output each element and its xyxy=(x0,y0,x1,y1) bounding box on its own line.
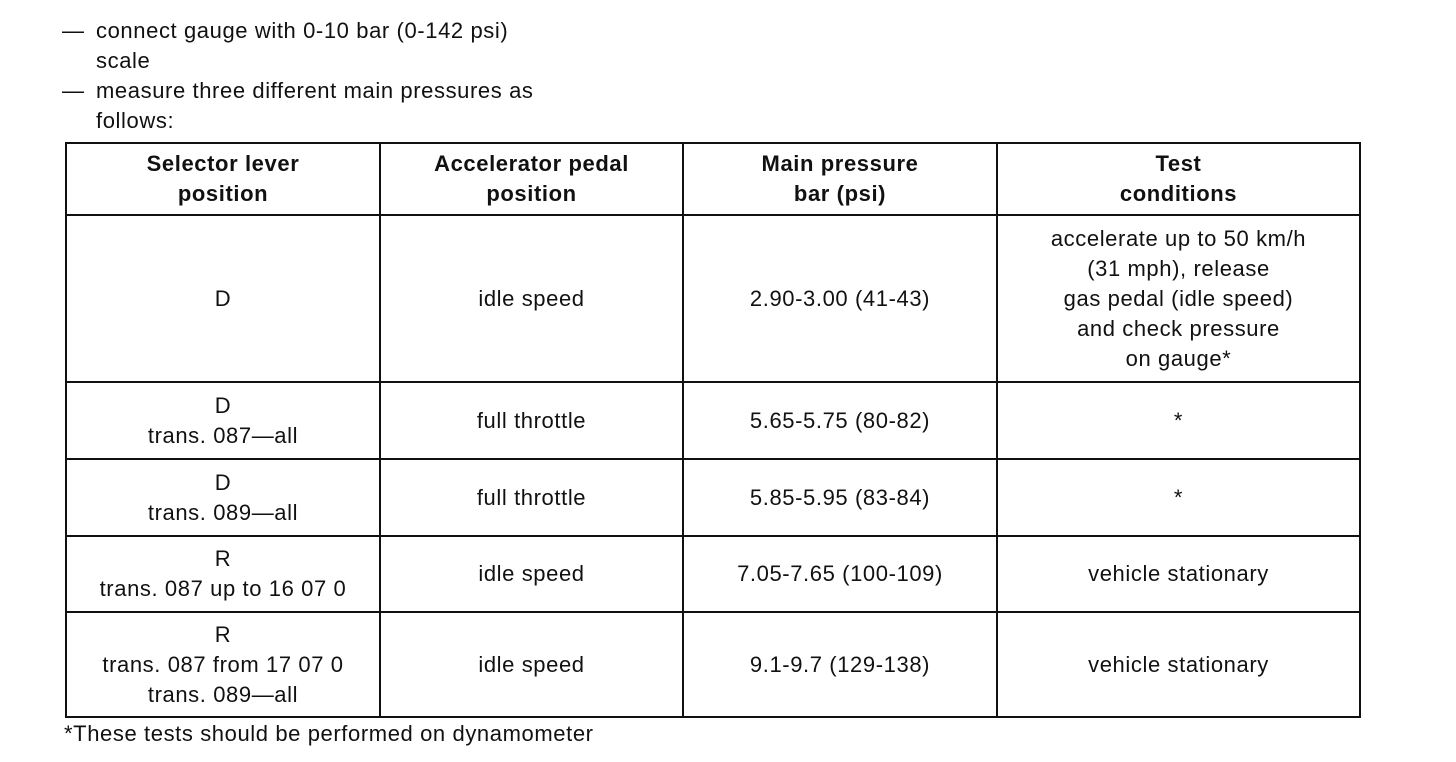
cell-conditions xyxy=(997,459,1360,536)
header-line: bar (psi) xyxy=(793,181,887,206)
cell-line: gas pedal (idle speed) xyxy=(1063,285,1294,311)
instruction-text xyxy=(96,76,682,136)
cell-line: vehicle stationary xyxy=(1088,651,1269,677)
cell-pressure: 9.1-9.7 (129-138) xyxy=(683,612,997,717)
instruction-item xyxy=(62,16,682,76)
cell-selector xyxy=(66,215,380,382)
header-selector-lever xyxy=(66,143,380,215)
instruction-text xyxy=(96,16,682,76)
cell-line: D xyxy=(214,392,232,418)
table-row xyxy=(66,382,1360,459)
cell-line: * xyxy=(1173,484,1184,510)
cell-selector xyxy=(66,382,380,459)
table-header-row xyxy=(66,143,1360,215)
cell-pedal: idle speed xyxy=(380,612,683,717)
header-test-conditions xyxy=(997,143,1360,215)
header-line: Selector lever xyxy=(146,151,300,176)
instruction-line: connect gauge with 0-10 bar (0-142 psi) xyxy=(96,18,509,43)
cell-line: trans. 087 from 17 07 0 xyxy=(102,651,344,677)
cell-conditions xyxy=(997,536,1360,612)
dash-bullet: — xyxy=(62,78,85,103)
cell-pressure: 2.90-3.00 (41-43) xyxy=(683,215,997,382)
cell-pressure: 5.85-5.95 (83-84) xyxy=(683,459,997,536)
header-line: conditions xyxy=(1119,181,1238,206)
cell-conditions xyxy=(997,382,1360,459)
cell-line: D xyxy=(214,469,232,495)
header-line: position xyxy=(177,181,269,206)
table-row xyxy=(66,459,1360,536)
table-row xyxy=(66,215,1360,382)
header-main-pressure xyxy=(683,143,997,215)
cell-line: * xyxy=(1173,407,1184,433)
header-line: position xyxy=(486,181,577,206)
cell-selector xyxy=(66,536,380,612)
instruction-item xyxy=(62,76,682,136)
cell-selector xyxy=(66,459,380,536)
cell-line: trans. 089—all xyxy=(147,499,299,525)
cell-line: trans. 087—all xyxy=(147,422,299,448)
footnote: *These tests should be performed on dynamometer xyxy=(64,721,594,746)
cell-pedal: idle speed xyxy=(380,215,683,382)
instruction-line: follows: xyxy=(96,108,175,133)
cell-line: D xyxy=(214,285,232,311)
cell-conditions xyxy=(997,612,1360,717)
instruction-list xyxy=(62,16,682,136)
cell-pressure: 7.05-7.65 (100-109) xyxy=(683,536,997,612)
dash-bullet: — xyxy=(62,18,85,43)
cell-line: (31 mph), release xyxy=(1087,255,1270,281)
cell-line: and check pressure xyxy=(1077,315,1280,341)
cell-line: trans. 087 up to 16 07 0 xyxy=(99,576,347,601)
cell-line: vehicle stationary xyxy=(1088,561,1269,586)
cell-line: trans. 089—all xyxy=(147,681,299,707)
cell-line: on gauge* xyxy=(1125,345,1232,371)
cell-line: accelerate up to 50 km/h xyxy=(1050,225,1307,251)
cell-pedal: full throttle xyxy=(380,459,683,536)
cell-line: R xyxy=(214,546,232,571)
pressure-test-table xyxy=(65,142,1361,718)
header-line: Test xyxy=(1155,151,1202,176)
table-row xyxy=(66,612,1360,717)
cell-pedal: idle speed xyxy=(380,536,683,612)
cell-selector xyxy=(66,612,380,717)
header-line: Main pressure xyxy=(761,151,919,176)
cell-pressure: 5.65-5.75 (80-82) xyxy=(683,382,997,459)
table-row xyxy=(66,536,1360,612)
header-accelerator-pedal xyxy=(380,143,683,215)
header-line: Accelerator pedal xyxy=(434,151,629,176)
cell-line: R xyxy=(214,621,232,647)
instruction-line: measure three different main pressures as xyxy=(96,78,534,103)
cell-pedal: full throttle xyxy=(380,382,683,459)
instruction-line: scale xyxy=(96,48,151,73)
cell-conditions xyxy=(997,215,1360,382)
